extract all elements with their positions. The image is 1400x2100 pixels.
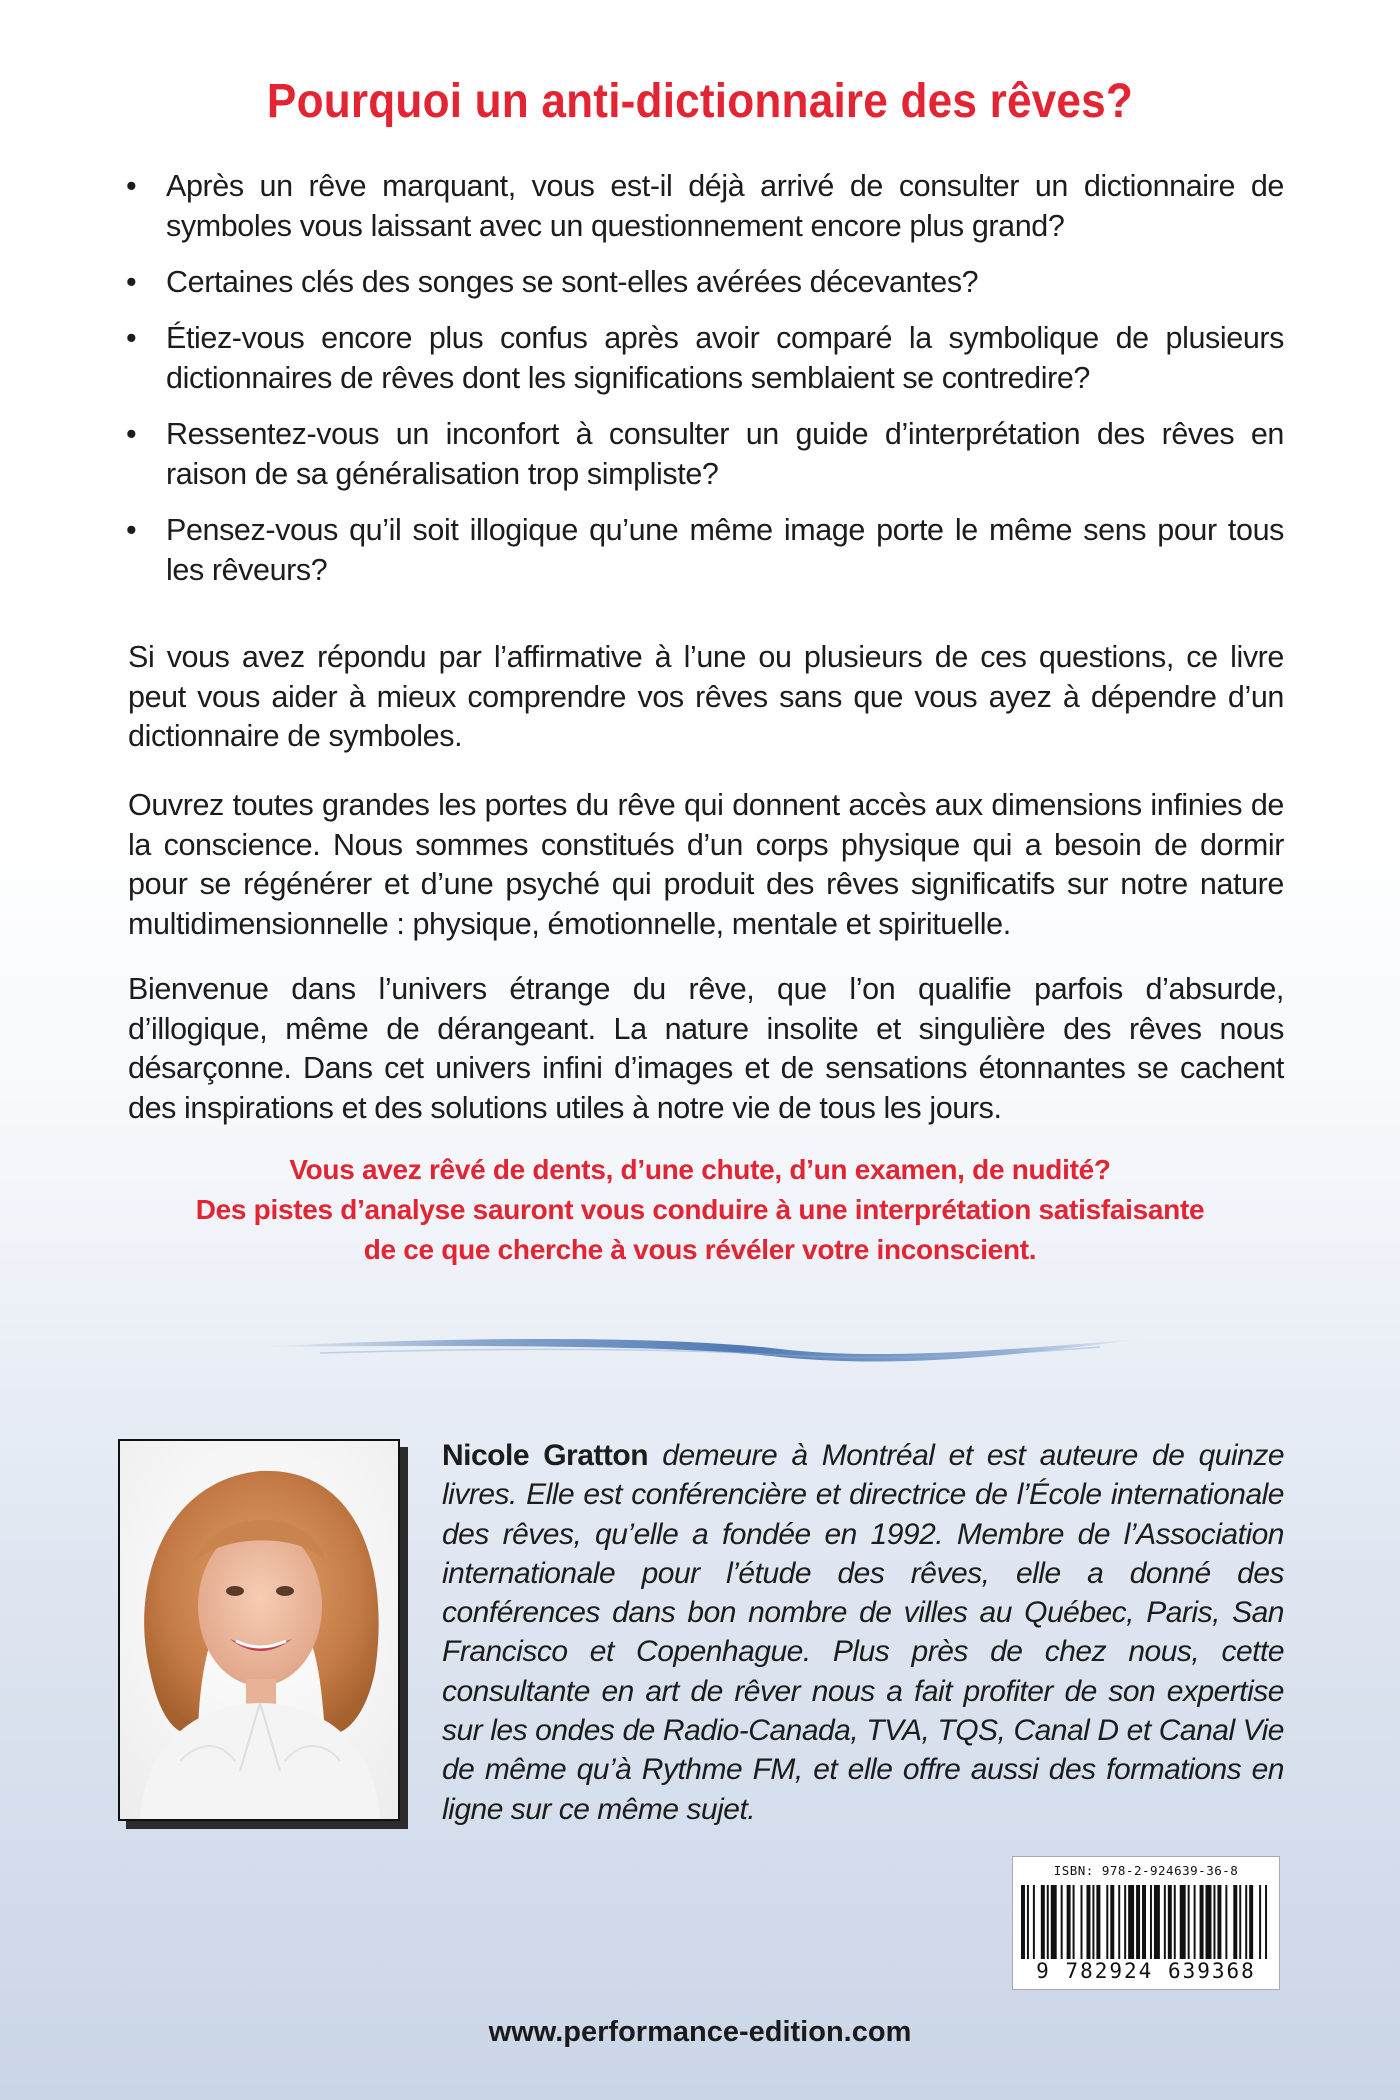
question-text: Après un rêve marquant, vous est-il déjà arrivé de consulter un dictionnaire de symboles vous laissant avec un questionnement encore plus grand?	[166, 169, 1284, 243]
barcode-bar	[1124, 1885, 1126, 1959]
question-text: Étiez-vous encore plus confus après avoir comparé la symbolique de plusieurs dictionnaires de rêves dont les significations semblaient se contredire?	[166, 321, 1284, 395]
author-bio	[442, 1436, 1284, 1829]
barcode-bar	[1073, 1885, 1075, 1959]
bullet-icon: •	[126, 265, 137, 299]
body-paragraph: Ouvrez toutes grandes les portes du rêve qui donnent accès aux dimensions infinies de la conscience. Nous sommes constitués d’un corps physique qui a besoin de dormir pour se régénérer et d’une psyché qui produit des rêves significatifs sur notre nature multidimensionnelle : physique, émotionnelle, mentale et spirituelle.	[128, 788, 1284, 941]
barcode-bar	[1106, 1885, 1108, 1959]
author-photo	[118, 1439, 400, 1821]
barcode-bar	[1150, 1885, 1152, 1959]
barcode-bar	[1206, 1885, 1212, 1959]
barcode-bar	[1128, 1885, 1134, 1959]
question-list	[122, 166, 1284, 606]
website-url: www.performance-edition.com	[488, 2016, 912, 2048]
ean-number: 9 782924 639368	[1036, 1959, 1256, 1983]
bullet-icon: •	[126, 169, 137, 203]
author-portrait-image	[120, 1441, 398, 1819]
question-text: Certaines clés des songes se sont-elles avérées décevantes?	[166, 265, 979, 299]
barcode-bar	[1233, 1885, 1237, 1959]
highlight-block	[100, 1150, 1300, 1270]
bullet-icon: •	[126, 417, 137, 451]
barcode-bar	[1081, 1885, 1083, 1959]
barcode-bar	[1096, 1885, 1100, 1959]
barcode-bar	[1188, 1885, 1190, 1959]
barcode-bar	[1047, 1885, 1049, 1959]
author-bio-text: demeure à Montréal et est auteure de quinze livres. Elle est conférencière et directrice de l’École internationale des rêves, qu’elle a fondée en 1992. Membre de l’Association internationale pour l’étude des rêves, elle a donné des conférences dans bon nombre de villes au Québec, Paris, San Francisco et Copenhague. Plus près de chez nous, cette consultante en art de rêver nous a fait profiter de son expertise sur les ondes de Radio-Canada, TVA, TQS, Canal D et Canal Vie de même qu’à Rythme FM, et elle offre aussi des formations en ligne sur ce même sujet.	[442, 1439, 1284, 1826]
barcode-bars	[1021, 1885, 1271, 1959]
barcode-bar	[1213, 1885, 1215, 1959]
barcode-bar	[1168, 1885, 1172, 1959]
decorative-swoosh	[260, 1325, 1140, 1375]
question-item	[122, 262, 1284, 302]
barcode-bar	[1027, 1885, 1029, 1959]
barcode-bar	[1033, 1885, 1035, 1959]
body-paragraph: Bienvenue dans l’univers étrange du rêve, que l’on qualifie parfois d’absurde, d’illogique, même de dérangeant. La nature insolite et singulière des rêves nous désarçonne. Dans cet univers infini d’images et de sensations étonnantes se cachent des inspirations et des solutions utiles à notre vie de tous les jours.	[128, 972, 1284, 1125]
question-item	[122, 510, 1284, 590]
barcode-bar	[1265, 1885, 1267, 1959]
barcode-bar	[1086, 1885, 1090, 1959]
barcode-bar	[1021, 1885, 1025, 1959]
barcode-bar	[1061, 1885, 1063, 1959]
question-item	[122, 318, 1284, 398]
barcode-bar	[1142, 1885, 1146, 1959]
bullet-icon: •	[126, 513, 137, 547]
barcode-bar	[1200, 1885, 1204, 1959]
barcode-bar	[1245, 1885, 1247, 1959]
question-text: Pensez-vous qu’il soit illogique qu’une même image porte le même sens pour tous les rêveurs?	[166, 513, 1284, 587]
body-paragraph: Si vous avez répondu par l’affirmative à l’une ou plusieurs de ces questions, ce livre peut vous aider à mieux comprendre vos rêves sans que vous ayez à dépendre d’un dictionnaire de symboles.	[128, 640, 1284, 753]
barcode-bar	[1164, 1885, 1166, 1959]
highlight-line: Vous avez rêvé de dents, d’une chute, d’un examen, de nudité?	[289, 1154, 1111, 1185]
barcode-bar	[1217, 1885, 1221, 1959]
question-item	[122, 166, 1284, 246]
question-text: Ressentez-vous un inconfort à consulter un guide d’interprétation des rêves en raison de sa généralisation trop simpliste?	[166, 417, 1284, 491]
barcode-bar	[1136, 1885, 1140, 1959]
barcode-bar	[1110, 1885, 1114, 1959]
bullet-icon: •	[126, 321, 137, 355]
highlight-line: de ce que cherche à vous révéler votre inconscient.	[363, 1234, 1037, 1265]
barcode-bar	[1092, 1885, 1094, 1959]
barcode-bar	[1194, 1885, 1196, 1959]
barcode-bar	[1051, 1885, 1057, 1959]
barcode-bar	[1239, 1885, 1241, 1959]
barcode-bar	[1118, 1885, 1120, 1959]
highlight-line: Des pistes d’analyse sauront vous conduire à une interprétation satisfaisante	[195, 1194, 1205, 1225]
barcode-bar	[1259, 1885, 1261, 1959]
barcode-bar	[1041, 1885, 1045, 1959]
question-item	[122, 414, 1284, 494]
isbn-barcode	[1012, 1856, 1280, 1990]
isbn-label: ISBN: 978-2-924639-36-8	[1053, 1863, 1239, 1878]
author-name: Nicole Gratton	[442, 1439, 649, 1472]
barcode-bar	[1174, 1885, 1176, 1959]
barcode-bar	[1249, 1885, 1253, 1959]
cover-title: Pourquoi un anti-dictionnaire des rêves?	[266, 75, 1134, 128]
barcode-bar	[1067, 1885, 1071, 1959]
barcode-bar	[1225, 1885, 1227, 1959]
barcode-bar	[1180, 1885, 1186, 1959]
barcode-bar	[1154, 1885, 1160, 1959]
